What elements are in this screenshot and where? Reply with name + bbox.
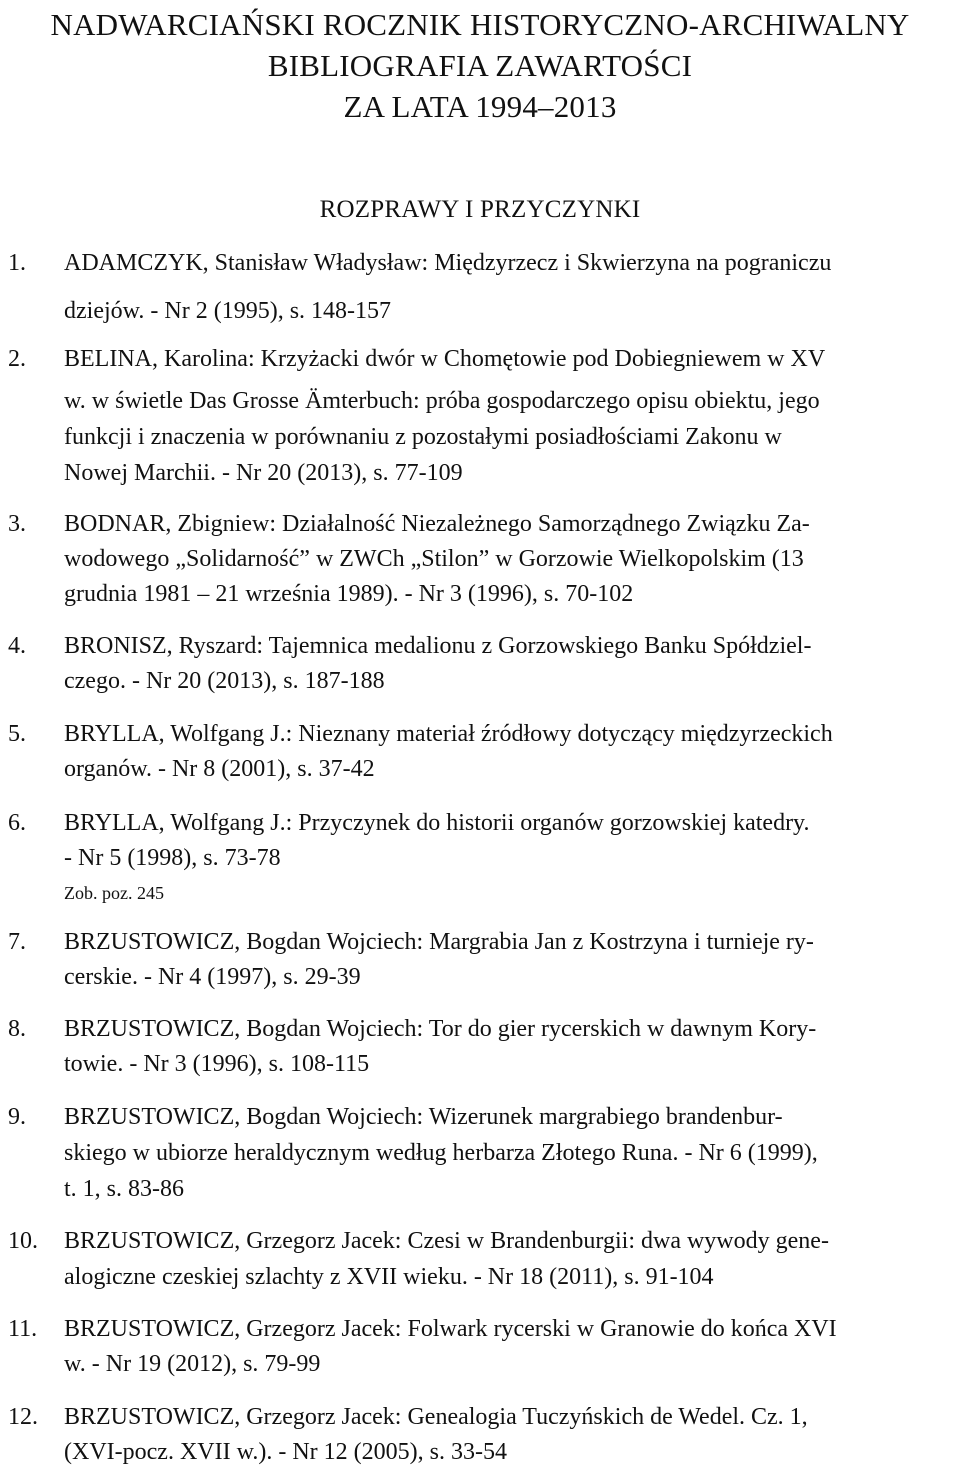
entry-text-line: t. 1, s. 83-86: [64, 1176, 184, 1202]
entry-text-line: BRZUSTOWICZ, Grzegorz Jacek: Genealogia Tuczyńskich de Wedel. Cz. 1,: [64, 1404, 808, 1430]
entry-text-line: BRZUSTOWICZ, Grzegorz Jacek: Folwark rycerski w Granowie do końca XVI: [64, 1316, 837, 1342]
entry-text-line: organów. - Nr 8 (2001), s. 37-42: [64, 756, 375, 782]
entry-text-line: BELINA, Karolina: Krzyżacki dwór w Chomętowie pod Dobiegniewem w XV: [64, 346, 826, 372]
entry-number: 10.: [8, 1228, 38, 1254]
entry-text-line: funkcji i znaczenia w porównaniu z pozostałymi posiadłościami Zakonu w: [64, 424, 782, 450]
entry-text-line: (XVI-pocz. XVII w.). - Nr 12 (2005), s. 33-54: [64, 1439, 507, 1465]
entry-number: 6.: [8, 810, 26, 836]
entry-number: 1.: [8, 250, 26, 276]
entry-text-line: BRZUSTOWICZ, Grzegorz Jacek: Czesi w Brandenburgii: dwa wywody gene-: [64, 1228, 829, 1254]
entry-text-line: w. - Nr 19 (2012), s. 79-99: [64, 1351, 321, 1377]
entry-number: 11.: [8, 1316, 38, 1342]
entry-number: 5.: [8, 721, 26, 747]
entry-text-line: Nowej Marchii. - Nr 20 (2013), s. 77-109: [64, 460, 463, 486]
entry-text-line: BODNAR, Zbigniew: Działalność Niezależnego Samorządnego Związku Za-: [64, 511, 810, 537]
entry-text-line: alogiczne czeskiej szlachty z XVII wieku. - Nr 18 (2011), s. 91-104: [64, 1264, 714, 1290]
document-title: [0, 4, 960, 127]
entry-text-line: BRYLLA, Wolfgang J.: Nieznany materiał źródłowy dotyczący międzyrzeckich: [64, 721, 833, 747]
entry-number: 12.: [8, 1404, 38, 1430]
entry-text-line: cerskie. - Nr 4 (1997), s. 29-39: [64, 964, 361, 990]
entry-text-line: - Nr 5 (1998), s. 73-78: [64, 845, 281, 871]
entry-text-line: czego. - Nr 20 (2013), s. 187-188: [64, 668, 385, 694]
entry-number: 3.: [8, 511, 26, 537]
entry-text-line: grudnia 1981 – 21 września 1989). - Nr 3 (1996), s. 70-102: [64, 581, 634, 607]
entry-number: 9.: [8, 1104, 26, 1130]
entry-text-line: w. w świetle Das Grosse Ämterbuch: próba gospodarczego opisu obiektu, jego: [64, 388, 820, 414]
section-heading: ROZPRAWY I PRZYCZYNKI: [319, 196, 641, 223]
title-line: ZA LATA 1994–2013: [343, 89, 617, 124]
cross-reference-note: Zob. poz. 245: [64, 883, 164, 903]
entry-text-line: BRZUSTOWICZ, Bogdan Wojciech: Margrabia Jan z Kostrzyna i turnieje ry-: [64, 929, 814, 955]
title-line: NADWARCIAŃSKI ROCZNIK HISTORYCZNO-ARCHIWALNY: [50, 7, 910, 42]
entry-text-line: dziejów. - Nr 2 (1995), s. 148-157: [64, 298, 392, 324]
entry-text-line: BRONISZ, Ryszard: Tajemnica medalionu z Gorzowskiego Banku Spółdziel-: [64, 633, 812, 659]
title-line: BIBLIOGRAFIA ZAWARTOŚCI: [267, 48, 693, 83]
entry-number: 4.: [8, 633, 26, 659]
entry-number: 8.: [8, 1016, 26, 1042]
entry-number: 2.: [8, 346, 26, 372]
entry-text-line: wodowego „Solidarność” w ZWCh „Stilon” w Gorzowie Wielkopolskim (13: [64, 546, 804, 572]
entry-text-line: towie. - Nr 3 (1996), s. 108-115: [64, 1051, 370, 1077]
entry-text-line: skiego w ubiorze heraldycznym według herbarza Złotego Runa. - Nr 6 (1999),: [64, 1140, 818, 1166]
entry-text-line: BRZUSTOWICZ, Bogdan Wojciech: Tor do gier rycerskich w dawnym Kory-: [64, 1016, 817, 1042]
entry-number: 7.: [8, 929, 26, 955]
entry-text-line: ADAMCZYK, Stanisław Władysław: Międzyrzecz i Skwierzyna na pograniczu: [64, 250, 832, 276]
entry-text-line: BRZUSTOWICZ, Bogdan Wojciech: Wizerunek margrabiego brandenbur-: [64, 1104, 783, 1130]
entry-text-line: BRYLLA, Wolfgang J.: Przyczynek do historii organów gorzowskiej katedry.: [64, 810, 810, 836]
